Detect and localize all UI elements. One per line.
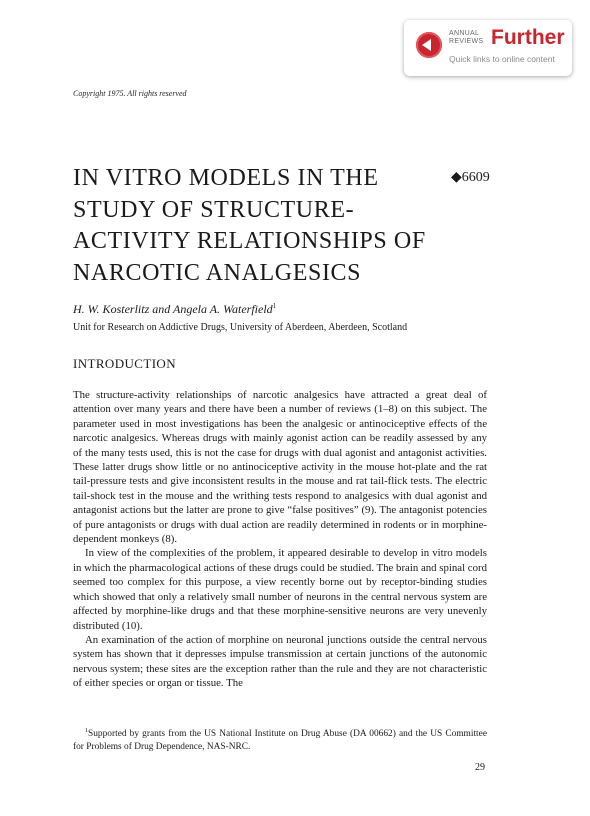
further-tagline: Quick links to online content <box>449 54 555 64</box>
body-text <box>73 388 487 691</box>
further-banner[interactable] <box>404 20 572 76</box>
footnote-mark: 1 <box>85 728 88 734</box>
article-code: ◆6609 <box>451 170 490 185</box>
author-footnote-mark: 1 <box>272 302 277 310</box>
affiliation: Unit for Research on Addictive Drugs, University of Aberdeen, Aberdeen, Scotland <box>73 322 408 333</box>
page-number: 29 <box>475 762 485 773</box>
paragraph: The structure-activity relationships of narcotic analgesics have attracted a great deal of attention over many years and there have been a number of reviews (1–8) on this subject. The parameter used in most investigations has been the analgesic or antinociceptive effects of the narcotic analgesics. Whereas drugs with mainly agonist action can be readily assessed by any of the many tests used, this is not the case for drugs with dual agonist and antagonist activities. These latter drugs show little or no antinociceptive activity in the mouse hot-plate and the rat tail-pressure tests and give inconsistent results in the mouse and rat tail-flick tests. The electric tail-shock test in the mouse and the writhing tests respond to analgesics with dual agonist and antagonist actions but the latter are prone to give “false positives” (9). The antagonist potencies of pure antagonists or drugs with dual action are readily determined in rodents or in morphine-dependent monkeys (8). <box>73 389 487 546</box>
brand-line-annual: ANNUAL <box>449 30 480 37</box>
play-back-circle-icon <box>416 32 442 58</box>
footnote-text: Supported by grants from the US National Institute on Drug Abuse (DA 00662) and the US Committee for Problems of Drug Dependence, NAS-NRC. <box>73 729 487 753</box>
author-names: H. W. Kosterlitz and Angela A. Waterfield <box>73 302 273 316</box>
authors <box>73 302 276 317</box>
section-heading: INTRODUCTION <box>73 356 177 371</box>
paragraph: In view of the complexities of the problem, it appeared desirable to develop in vitro models in which the pharmacological actions of these drugs could be studied. The brain and spinal cord seemed too complex for this purpose, a view recently borne out by receptor-binding studies which showed that only a relatively small number of neurons in the central nervous system are affected by morphine-like drugs and that these morphine-sensitive neurons are very unevenly distributed (10). <box>73 547 487 632</box>
article-title: IN VITRO MODELS IN THE STUDY OF STRUCTURE-ACTIVITY RELATIONSHIPS OF NARCOTIC ANALGESICS <box>73 165 426 286</box>
brand-line-reviews: REVIEWS <box>449 38 484 45</box>
footnote <box>73 725 487 754</box>
paragraph: An examination of the action of morphine on neuronal junctions outside the central nervous system has shown that it depresses impulse transmission at certain junctions of the autonomic nervous system; these sites are the exception rather than the rule and they are not characteristic of either species or organ or tissue. The <box>73 633 487 690</box>
copyright-notice: Copyright 1975. All rights reserved <box>73 89 187 98</box>
further-word: Further <box>491 26 565 49</box>
